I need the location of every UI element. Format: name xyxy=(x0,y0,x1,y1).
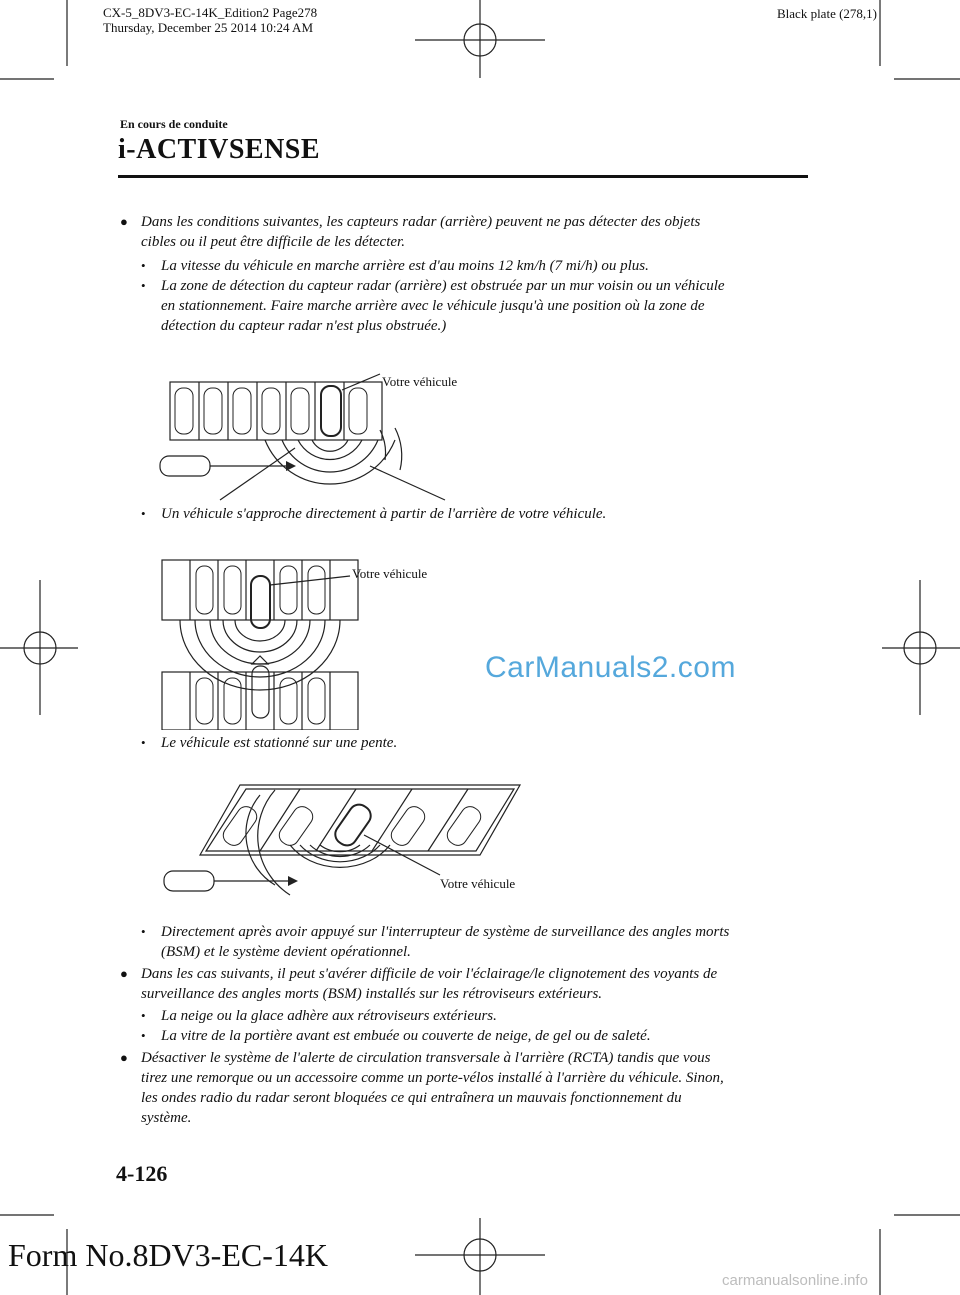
sub-bullet-4-text: Le véhicule est stationné sur une pente. xyxy=(161,735,398,751)
sub-bullet-6-text: La neige ou la glace adhère aux rétroviseurs extérieurs. xyxy=(161,1008,497,1024)
print-header xyxy=(103,5,317,35)
caption-votre-vehicule-1: Votre véhicule xyxy=(382,374,458,389)
sub-bullet-dot: • xyxy=(141,258,146,273)
sub-bullet-dot: • xyxy=(141,1008,146,1023)
bullet-2-line-2: surveillance des angles morts (BSM) installés sur les rétroviseurs extérieurs. xyxy=(141,986,603,1002)
bullet-1-line-1: Dans les conditions suivantes, les capteurs radar (arrière) peuvent ne pas détecter des objets xyxy=(141,214,701,230)
page-number: 4-126 xyxy=(116,1161,168,1186)
sub-bullet-3 xyxy=(141,504,606,524)
figure-slope-parking xyxy=(150,775,550,910)
sub-bullet-2 xyxy=(141,276,725,336)
title-rule xyxy=(118,175,808,178)
sub-bullet-7 xyxy=(141,1026,651,1046)
sub-bullet-4 xyxy=(141,733,397,753)
caption-votre-vehicule-2: Votre véhicule xyxy=(352,566,428,581)
sub-bullet-5-line-1: Directement après avoir appuyé sur l'interrupteur de système de surveillance des angles morts xyxy=(161,924,730,940)
caption-votre-vehicule-3: Votre véhicule xyxy=(440,876,516,891)
bullet-2 xyxy=(120,964,717,1004)
sub-bullet-5-line-2: (BSM) et le système devient opérationnel. xyxy=(161,944,411,960)
page-title: i-ACTIVSENSE xyxy=(118,134,321,165)
sub-bullet-2-line-2: en stationnement. Faire marche arrière avec le véhicule jusqu'à une position où la zone de xyxy=(161,298,705,314)
sub-bullet-dot: • xyxy=(141,924,146,939)
sub-bullet-2-line-3: détection du capteur radar n'est plus obstruée.) xyxy=(161,318,447,334)
bullet-3-line-2: tirez une remorque ou un accessoire comme un porte-vélos installé à l'arrière du véhicule. Sinon, xyxy=(141,1070,724,1086)
section-name: En cours de conduite xyxy=(120,117,228,131)
bullet-3-line-1: Désactiver le système de l'alerte de circulation transversale à l'arrière (RCTA) tandis que vous xyxy=(141,1050,711,1066)
sub-bullet-1 xyxy=(141,256,649,276)
print-header-date: Thursday, December 25 2014 10:24 AM xyxy=(103,20,314,35)
bullet-dot: ● xyxy=(120,214,128,229)
figure-rear-approach xyxy=(150,550,470,730)
sub-bullet-7-text: La vitre de la portière avant est embuée ou couverte de neige, de gel ou de saleté. xyxy=(161,1028,651,1044)
bullet-1-line-2: cibles ou il peut être difficile de les détecter. xyxy=(141,234,405,250)
bullet-3-line-4: système. xyxy=(141,1110,192,1126)
bullet-3-line-3: les ondes radio du radar seront bloquées ce qui entraînera un mauvais fonctionnement du xyxy=(141,1090,682,1106)
bullet-dot: ● xyxy=(120,1050,128,1065)
figure-wall-obstruction xyxy=(150,360,490,510)
bullet-2-line-1: Dans les cas suivants, il peut s'avérer difficile de voir l'éclairage/le clignotement des voyants de xyxy=(141,966,718,982)
sub-bullet-dot: • xyxy=(141,506,146,521)
sub-bullet-dot: • xyxy=(141,278,146,293)
form-number: Form No.8DV3-EC-14K xyxy=(8,1237,328,1273)
bullet-3 xyxy=(120,1048,724,1128)
watermark: CarManuals2.com xyxy=(485,651,736,684)
bullet-dot: ● xyxy=(120,966,128,981)
sub-bullet-1-text: La vitesse du véhicule en marche arrière est d'au moins 12 km/h (7 mi/h) ou plus. xyxy=(161,258,649,274)
plate-label: Black plate (278,1) xyxy=(777,6,877,21)
sub-bullet-dot: • xyxy=(141,1028,146,1043)
sub-bullet-2-line-1: La zone de détection du capteur radar (arrière) est obstruée par un mur voisin ou un véhicule xyxy=(161,278,725,294)
sub-bullet-3-text: Un véhicule s'approche directement à partir de l'arrière de votre véhicule. xyxy=(161,506,607,522)
bullet-1 xyxy=(120,212,700,252)
sub-bullet-5 xyxy=(141,922,729,962)
print-header-file: CX-5_8DV3-EC-14K_Edition2 Page278 xyxy=(103,5,318,20)
sub-bullet-6 xyxy=(141,1006,497,1026)
site-watermark: carmanualsonline.info xyxy=(722,1272,868,1289)
sub-bullet-dot: • xyxy=(141,735,146,750)
